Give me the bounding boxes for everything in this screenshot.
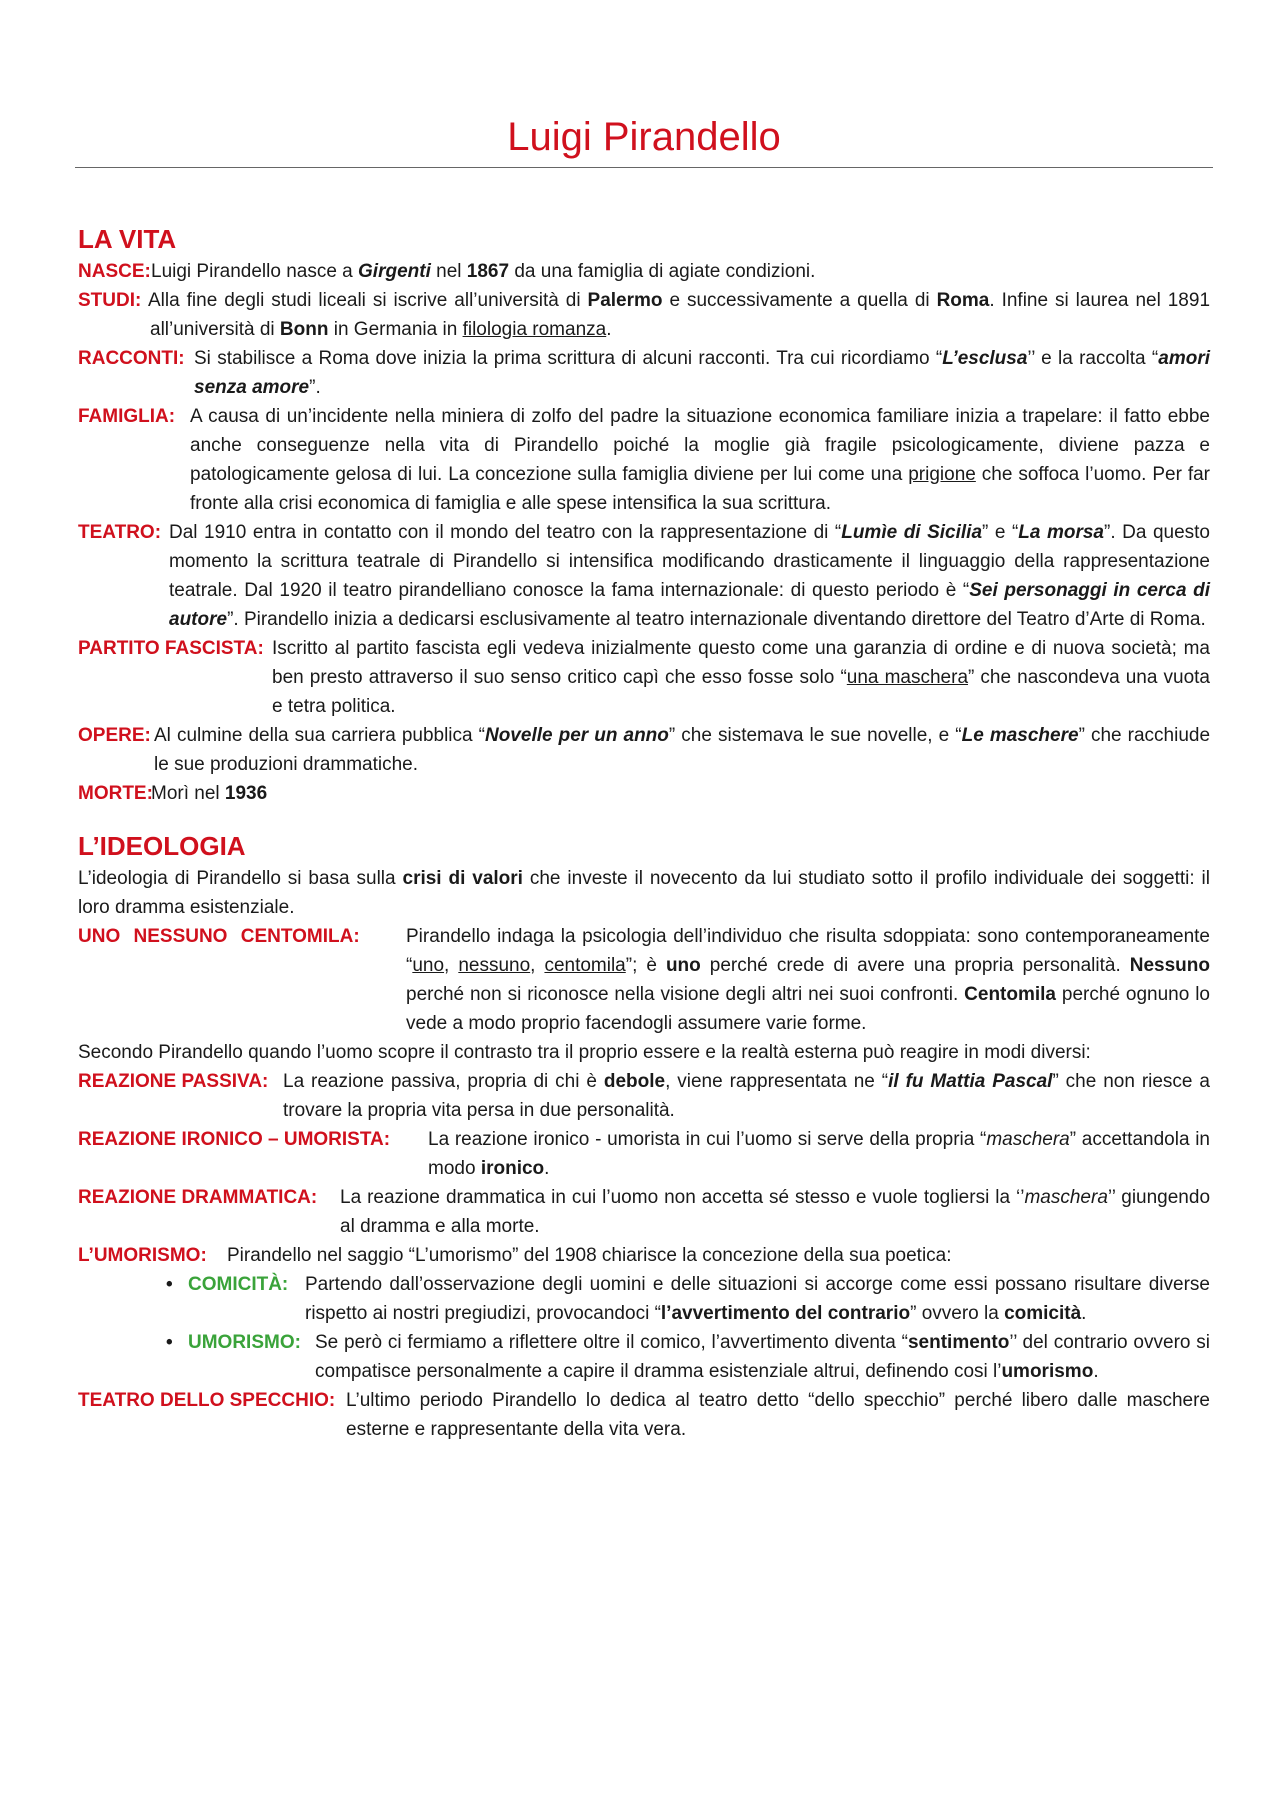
section-heading-vita: LA VITA xyxy=(78,224,177,254)
entry-reazione-passiva: REAZIONE PASSIVA: La reazione passiva, propria di chi è debole, viene rappresentata ne “il fu Mattia Pascal” che non riesce a trovare la propria vita persa in due personalità. xyxy=(78,1067,1210,1125)
entry-umorismo: L’UMORISMO: Pirandello nel saggio “L’umorismo” del 1908 chiarisce la concezione della sua poetica: xyxy=(78,1241,1210,1270)
entry-label: TEATRO: xyxy=(78,522,162,543)
entry-teatro-dello-specchio: TEATRO DELLO SPECCHIO: L’ultimo periodo Pirandello lo dedica al teatro detto “dello specchio” perché libero dalle maschere esterne e rappresentante della vita vera. xyxy=(78,1386,1210,1444)
entry-studi: STUDI: Alla fine degli studi liceali si iscrive all’università di Palermo e successivamente a quella di Roma. Infine si laurea nel 1891 all’università di Bonn in Germania in filologia romanza. xyxy=(78,286,1210,344)
entry-label: MORTE: xyxy=(78,783,153,804)
section-heading-ideologia: L’IDEOLOGIA xyxy=(78,831,246,861)
entry-opere: OPERE: Al culmine della sua carriera pubblica “Novelle per un anno” che sistemava le sue novelle, e “Le maschere” che racchiude le sue produzioni drammatiche. xyxy=(78,721,1210,779)
entry-label: OPERE: xyxy=(78,725,151,746)
entry-nasce: NASCE: Luigi Pirandello nasce a Girgenti nel 1867 da una famiglia di agiate condizioni. xyxy=(78,257,1210,286)
entry-label: NASCE: xyxy=(78,261,151,282)
entry-label: L’UMORISMO: xyxy=(78,1245,207,1266)
entry-uno-nessuno-centomila: UNO NESSUNO CENTOMILA: Pirandello indaga la psicologia dell’individuo che risulta sdoppiata: sono contemporaneamente “uno, nessuno, centomila”; è uno perché crede di avere una propria personalità. Nessuno perché non si riconosce nella visione degli altri nei suoi confronti. Centomila perché ognuno lo vede a modo proprio facendogli assumere varie forme. xyxy=(78,922,1210,1038)
entry-morte: MORTE: Morì nel 1936 xyxy=(78,779,1210,808)
entry-label: REAZIONE IRONICO – UMORISTA: xyxy=(78,1129,391,1150)
entry-label: RACCONTI: xyxy=(78,348,185,369)
bullet-icon: • xyxy=(166,1274,173,1295)
page-title: Luigi Pirandello xyxy=(507,115,781,159)
bullet-label: COMICITÀ: xyxy=(188,1274,289,1295)
bullet-comicita: • COMICITÀ: Partendo dall’osservazione degli uomini e delle situazioni si accorge come essi possano risultare diverse rispetto ai nostri pregiudizi, provocandoci “l’avvertimento del contrario” ovvero la comicità. xyxy=(188,1270,1210,1328)
reazioni-intro: Secondo Pirandello quando l’uomo scopre il contrasto tra il proprio essere e la realtà esterna può reagire in modi diversi: xyxy=(78,1042,1091,1063)
entry-label: STUDI: xyxy=(78,290,142,311)
entry-label: TEATRO DELLO SPECCHIO: xyxy=(78,1390,336,1411)
entry-label: UNO NESSUNO CENTOMILA: xyxy=(78,926,360,947)
entry-label: FAMIGLIA: xyxy=(78,406,176,427)
entry-label: PARTITO FASCISTA: xyxy=(78,638,264,659)
bullet-label: UMORISMO: xyxy=(188,1332,301,1353)
entry-racconti: RACCONTI: Si stabilisce a Roma dove inizia la prima scrittura di alcuni racconti. Tra cui ricordiamo “L’esclusa’’ e la raccolta “amori senza amore”. xyxy=(78,344,1210,402)
document-body xyxy=(78,221,1210,1444)
entry-reazione-ironico-umorista: REAZIONE IRONICO – UMORISTA: La reazione ironico - umorista in cui l’uomo si serve della propria “maschera” accettandola in modo ironico. xyxy=(78,1125,1210,1183)
entry-label: REAZIONE DRAMMATICA: xyxy=(78,1187,318,1208)
entry-partito-fascista: PARTITO FASCISTA: Iscritto al partito fascista egli vedeva inizialmente questo come una garanzia di ordine e di nuova società; ma ben presto attraverso il suo senso critico capì che esso fosse solo “una maschera” che nascondeva una vuota e tetra politica. xyxy=(78,634,1210,721)
ideologia-intro: L’ideologia di Pirandello si basa sulla crisi di valori che investe il novecento da lui studiato sotto il profilo individuale dei soggetti: il loro dramma esistenziale. xyxy=(78,868,1211,918)
entry-teatro: TEATRO: Dal 1910 entra in contatto con il mondo del teatro con la rappresentazione di “Lumìe di Sicilia” e “La morsa”. Da questo momento la scrittura teatrale di Pirandello si intensifica modificando drasticamente il linguaggio della rappresentazione teatrale. Dal 1920 il teatro pirandelliano conosce la fama internazionale: di questo periodo è “Sei personaggi in cerca di autore”. Pirandello inizia a dedicarsi esclusivamente al teatro internazionale diventando direttore del Teatro d’Arte di Roma. xyxy=(78,518,1210,634)
bullet-icon: • xyxy=(166,1332,173,1353)
entry-label: REAZIONE PASSIVA: xyxy=(78,1071,269,1092)
entry-reazione-drammatica: REAZIONE DRAMMATICA: La reazione drammatica in cui l’uomo non accetta sé stesso e vuole togliersi la ‘’maschera’’ giungendo al dramma e alla morte. xyxy=(78,1183,1210,1241)
title-underline-rule xyxy=(75,167,1213,168)
bullet-umorismo: • UMORISMO: Se però ci fermiamo a riflettere oltre il comico, l’avvertimento diventa “sentimento’’ del contrario ovvero si compatisce personalmente a capire il dramma esistenziale altrui, definendo cosi l’umorismo. xyxy=(188,1328,1210,1386)
entry-famiglia: FAMIGLIA: A causa di un’incidente nella miniera di zolfo del padre la situazione economica familiare inizia a trapelare: il fatto ebbe anche conseguenze nella vita di Pirandello poiché la moglie già fragile psicologicamente, diviene pazza e patologicamente gelosa di lui. La concezione sulla famiglia diviene per lui come una prigione che soffoca l’uomo. Per far fronte alla crisi economica di famiglia e alle spese intensifica la sua scrittura. xyxy=(78,402,1210,518)
